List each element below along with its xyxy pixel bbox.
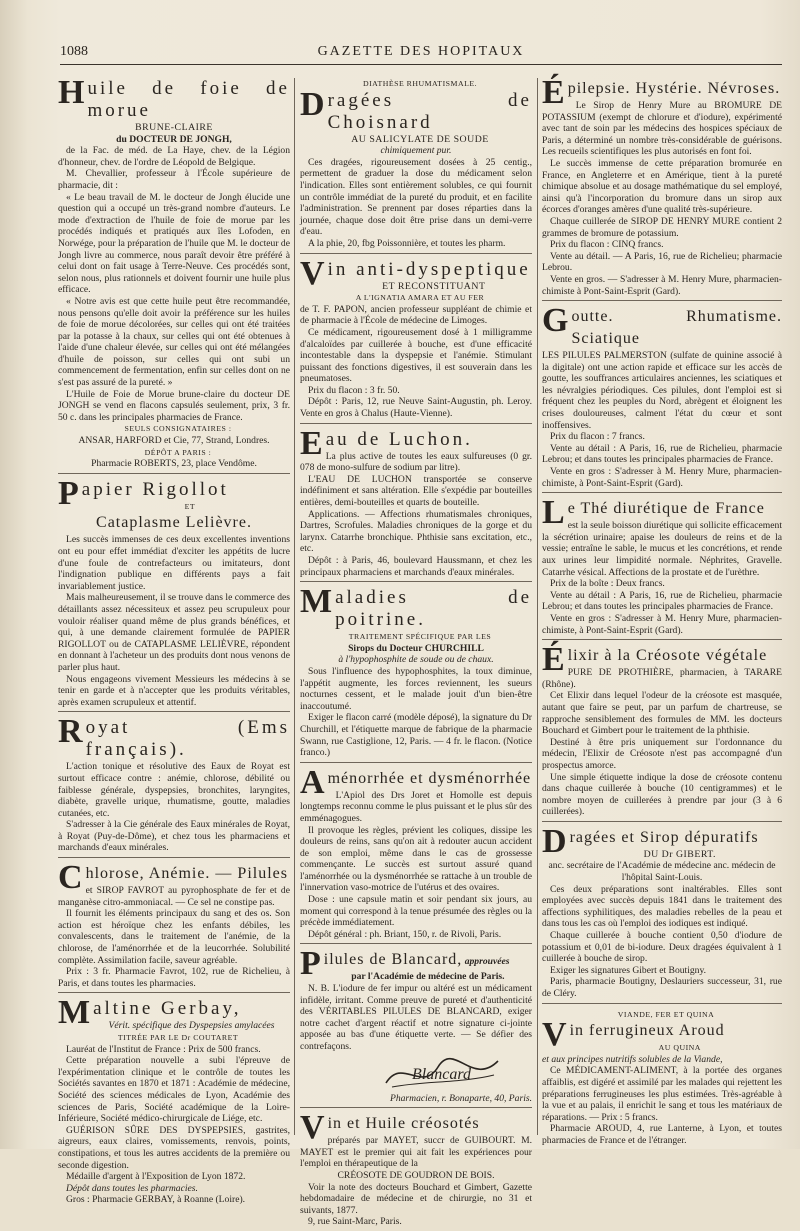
ad-subtitle: AU SALICYLATE DE SOUDE (351, 133, 489, 145)
drop-cap: D (300, 85, 325, 123)
ad-line: CRÉOSOTE DE GOUDRON DE BOIS. (337, 1169, 495, 1181)
ad-huile-de-foie (58, 74, 290, 474)
ad-line: L'Huile de Foie de Morue brune-claire du docteur DE JONGH se vend en flacons capsulés seulement, prix, 3 fr. 50 c. dans les principales pharmacies de France. (58, 388, 290, 423)
ad-vin-anti-dyspeptique (300, 254, 532, 424)
ad-line: Il provoque les règles, prévient les coliques, dissipe les douleurs de reins, sans qu'on ait à redouter aucun accident de son emploi, même dans le cas de grossesse commençante. Le succès est surtout assuré quand l'aménorrhée ou la dysménorrhée se rattache à un trouble de l'innervation vaso-motrice de l'utérus et des ovaires. (300, 824, 532, 894)
ad-subtitle-2: Sirops du Docteur CHURCHILL (348, 642, 484, 654)
ad-line: PURE DE PROTHIÈRE, pharmacien, à TARARE (Rhône). (542, 667, 782, 690)
ad-pharmacy: Pharmacien, r. Bonaparte, 40, Paris. (389, 1092, 532, 1104)
ad-elixir-creosote (542, 641, 782, 822)
ad-line: Vente en gros : S'adresser à M. Henry Mure, pharmacien-chimiste, à Pont-Saint-Esprit (Gard). (542, 612, 782, 636)
ad-line: A la phie, 20, fbg Poissonnière, et toutes les pharm. (308, 237, 506, 249)
ad-consign-label: SEULS CONSIGNATAIRES : (124, 424, 232, 434)
ad-line: M. Chevallier, professeur à l'École supérieure de pharmacie, dit : (58, 168, 290, 191)
ad-line: Le succès immense de cette préparation bromurée en France, en Angleterre et en Amérique, tient à la pureté chimique absolue et au dosage mathématique du sel employé, ainsi qu'à l'incorporation du bromure dans un sirop aux écorces d'oranges amères d'une qualité très-supérieure. (542, 157, 782, 216)
ad-papier-rigollot (58, 474, 290, 713)
ad-line: préparés par MAYET, succr de GUIBOURT. M. MAYET est le premier qui ait fait les expériences pour l'emploi en thérapeutique de la (300, 1135, 532, 1170)
ad-line: Dépôt : à Paris, 46, boulevard Haussmann, et chez les principaux pharmaciens et marchands d'eaux minérales. (300, 555, 532, 578)
ad-pilules-blancard (300, 945, 532, 1108)
ad-eau-de-luchon (300, 424, 532, 583)
ad-line: LES PILULES PALMERSTON (sulfate de quinine associé à la digitale) ont une action rapide et efficace sur les accès de goutte, les souffrances articulaires anciennes, les sciatiques et les névralgies périodiques. Ces pilules, dont l'emploi est si fréquent chez les peuples du Nord, abrègent et éloignent les crises douloureuses, calment l'état du cœur et sont inoffensives. (542, 350, 782, 431)
ad-chlorose (58, 859, 290, 993)
ad-line: Sous l'influence des hypophosphites, la toux diminue, l'appétit augmente, les forces reviennent, les sueurs nocturnes cessent, et le malade jouit d'un bien-être inaccoutumé. (300, 665, 532, 712)
ad-line: Voir la note des docteurs Bouchard et Gimbert, Gazette hebdomadaire de médecine et de chirurgie, no 31 et suivants, 1877. (300, 1181, 532, 1216)
page-header (60, 44, 782, 65)
ad-title-2: Cataplasme Lelièvre. (96, 514, 252, 532)
ad-line: de la Fac. de méd. de La Haye, chev. de la Légion d'honneur, chev. de l'ordre de Léopold de Belgique. (58, 145, 290, 168)
ad-line: « Le beau travail de M. le docteur de Jongh élucide une question qui a occupé un très-grand nombre d'auteurs. Le mode d'extraction de l'huile de foie de morue par les procédés indiqués et pratiqués aux îles Lofoden, en Norwége, pour la préparation de l'huile que M. le docteur de Jongh livre au commerce, nous paraît devoir être préféré à celui dont on fait usage à Terre-Neuve. Ces procédés sont, selon nous, plus rationnels et doivent fournir une huile plus efficace. (58, 191, 290, 296)
ad-title: in anti-dyspeptique (327, 258, 531, 280)
drop-cap: R (58, 713, 83, 751)
ad-line: Vente au détail. — A Paris, 16, rue de Richelieu; pharmacie Lebrou. (542, 250, 782, 274)
drop-cap: M (300, 583, 333, 621)
drop-cap: P (58, 474, 79, 512)
drop-cap: G (542, 302, 569, 340)
ad-line: N. B. L'iodure de fer impur ou altéré est un médicament infidèle, irritant. Comme preuve de pureté et d'authenticité des VÉRITABLES PILULES DE BLANCARD, exiger notre cachet d'argent réactif et notre signature ci-jointe apposée au bas d'une étiquette verte. — Se défier des contrefaçons. (300, 983, 532, 1052)
ad-pretitle: DIATHÈSE RHUMATISMALE. (362, 79, 478, 88)
ad-title: uile de foie de morue (87, 78, 290, 121)
ad-vin-aroud (542, 1009, 782, 1150)
ad-line: et SIROP FAVROT au pyrophosphate de fer et de manganèse citro-ammoniacal. — Ce sel ne constipe pas. (58, 885, 290, 908)
ad-line: Prix du flacon : 3 fr. 50. (308, 384, 400, 396)
ad-line: Prix de la boîte : Deux francs. (550, 578, 665, 590)
ad-line: Prix : 3 fr. Pharmacie Favrot, 102, rue de Richelieu, à Paris, et dans toutes les pharmacies. (58, 966, 290, 989)
ad-line: Prix du flacon : 7 francs. (550, 431, 645, 443)
ad-maltine-gerbay (58, 994, 290, 1209)
ad-goutte-rhumatisme (542, 302, 782, 493)
ad-line: Exiger les signatures Gibert et Boutigny. (550, 964, 707, 976)
ad-line: Prix du flacon : CINQ francs. (550, 239, 664, 251)
ad-line: Ces dragées, rigoureusement dosées à 25 centig., permettent de graduer la dose du médicament selon l'indication. Elles sont entièrement solubles, ce qui fournit un contrôle immédiat de la pureté du produit, et en facilite l'administration. Se prennent par doses réparties dans la journée, chaque dose doit être prise dans un demi-verre d'eau. (300, 156, 532, 238)
blancard-signature (300, 1055, 532, 1091)
ad-title-2: par l'Académie de médecine de Paris. (351, 971, 505, 983)
ad-line: Les succès immenses de ces deux excellentes inventions ont eu pour effet immédiat d'exciter les appétits de lucre d'une foule de contrefacteurs ou imitateurs, dont l'indignation publique en différents pays a fait invariablement justice. (58, 534, 290, 592)
column-rule (537, 78, 538, 1135)
drop-cap: É (542, 74, 565, 111)
newspaper-title: GAZETTE DES HOPITAUX (317, 44, 525, 59)
ad-title: outte. Rhumatisme. Sciatique (571, 308, 782, 348)
ad-royat (58, 713, 290, 858)
ad-title: ragées de Choisnard (327, 89, 532, 133)
ad-line: anc. secrétaire de l'Académie de médecine anc. médecin de l'hôpital Saint-Louis. (548, 860, 776, 884)
ad-line: Dose : une capsule matin et soir pendant six jours, au moment qui correspond à la tenue présumée des règles ou la précède immédiatement. (300, 894, 532, 929)
column-2 (300, 78, 532, 1228)
ad-line: Cet Elixir dans lequel l'odeur de la créosote est masquée, autant que faire se peut, par un parfum de chartreuse, se rapproche sensiblement des formules de MM. les docteurs Bouchard et Gimbert pour le traitement de la phthisie. (542, 690, 782, 737)
ad-line: Applications. — Affections rhumatismales chroniques, Dartres, Scrofules. Maladies chroniques de la gorge et du larynx. Catarrhe bronchique. Phthisie sans excitation, etc., etc. (300, 508, 532, 555)
ad-depot: Pharmacie ROBERTS, 23, place Vendôme. (91, 458, 257, 470)
ad-title: pilepsie. Hystérie. Névroses. (567, 80, 781, 97)
ad-line: S'adresser à la Cie générale des Eaux minérales de Royat, à Royat (Puy-de-Dôme), et chez tous les pharmaciens et marchands d'eaux minérales. (58, 819, 290, 854)
ad-subtitle: BRUNE-CLAIRE (135, 122, 213, 133)
ad-line: Exiger le flacon carré (modèle déposé), la signature du Dr Churchill, et l'étiquette marque de fabrique de la pharmacie Swann, rue Castiglione, 12, Paris. — 4 fr. le flacon. (Notice franco.) (300, 712, 532, 759)
ad-title: e Thé diurétique de France (567, 500, 765, 518)
ad-line: Il fournit les éléments principaux du sang et des os. Son action est héroïque chez les enfants débiles, les convalescents, dans le traitement de l'anémie, de la chlorose, de l'aménorrhée et de la leucorrhée. Solubilité complète. Assimilation facile, saveur agréable. (58, 908, 290, 966)
column-3 (542, 74, 782, 1146)
ad-line: est la seule boisson diurétique qui sollicite efficacement la sécrétion urinaire; apaise les douleurs de reins et de la vessie; entraîne le sable, le mucus et les concrétions, et rende aux urines leur limpidité normale. Néphrites, Gravelle. Catarrhe vésical. Affections de la prostate et de l'urèthre. (542, 520, 782, 578)
ad-conjunction: ET (184, 501, 196, 511)
column-1 (58, 74, 290, 1206)
ad-line: du DOCTEUR DE JONGH, (116, 133, 232, 145)
ad-line: Destiné à être pris uniquement sur l'ordonnance du médecin, l'Elixir de Créosote n'est pas accompagné d'un prospectus amorce. (542, 736, 782, 771)
drop-cap: H (58, 74, 85, 111)
drop-cap: É (542, 641, 565, 679)
ad-line: à l'hypophosphite de soude ou de chaux. (338, 654, 494, 666)
ad-subtitle: ET RECONSTITUANT (382, 280, 486, 292)
ad-line: Chaque cuillerée à bouche contient 0,50 d'iodure de potassium et 0,01 de bi-iodure. Deux dragées équivalent à 1 cuillerée à bouche de sirop. (542, 930, 782, 965)
ad-title: ménorrhée et dysménorrhée (327, 769, 532, 787)
ad-line: Paris, pharmacie Boutigny, Deslauriers successeur, 31, rue de Cléry. (542, 976, 782, 999)
drop-cap: D (542, 822, 567, 860)
ad-line: 9, rue Saint-Marc, Paris. (308, 1216, 402, 1228)
ad-line: Cette préparation nouvelle a subi l'épreuve de l'expérimentation clinique et le contrôle de toutes les Sociétés savantes en 1870 et 1871 : Académie de médecine, Société des sciences médicales de Lyon, Académie des sciences de Paris, Société académique de la Loire-Inférieure, Société médico-chirurgicale de Liége, etc. (58, 1055, 290, 1125)
drop-cap: V (300, 254, 325, 292)
ad-small: AU QUINA (658, 1043, 701, 1053)
ad-title: hlorose, Anémie. — Pilules (85, 865, 288, 883)
ad-line: et aux principes nutritifs solubles de la Viande, (542, 1053, 723, 1065)
ad-epilepsie (542, 74, 782, 301)
ad-line: « Notre avis est que cette huile peut être recommandée, nous pensons qu'elle doit avoir la préférence sur les huiles de foie de morue décolorées, sur celles qui ont été traitées par la potasse à la chaux, sur celles qui ont été obtenues à l'aide d'une chaleur élevée, sur celles qui ont été mélangées d'huile de poisson, sur celles qui ont subi un commencement de fermentation, enfin sur celles dont on ne s'est pas assuré de la pureté. » (58, 295, 290, 389)
ad-title: oyat (Ems français). (85, 717, 290, 761)
ad-subtitle: DU Dr GIBERT. (643, 848, 716, 860)
ad-dragees-choisnard (300, 78, 532, 254)
ad-title: in ferrugineux Aroud (569, 1022, 725, 1040)
ad-line: Ce médicament, rigoureusement dosé à 1 milligramme d'alcaloïdes par cuillerée à bouche, est d'une efficacité incontestable dans la dyspepsie et l'anémie. Stimulant puissant des fonctions digestives, il est souverain dans les pneumatoses. (300, 326, 532, 385)
drop-cap: V (542, 1016, 567, 1054)
page-number: 1088 (60, 44, 88, 59)
ad-line: Gros : Pharmacie GERBAY, à Roanne (Loire). (66, 1194, 246, 1206)
ad-subtitle-2: chimiquement pur. (380, 145, 452, 157)
ad-title: altine Gerbay, (93, 998, 242, 1020)
ad-title: ragées et Sirop dépuratifs (569, 828, 759, 846)
ad-line: La plus active de toutes les eaux sulfureuses (0 gr. 078 de mono-sulfure de sodium par litre). (300, 450, 532, 474)
ad-line: Chaque cuillerée de SIROP DE HENRY MURE contient 2 grammes de bromure de potassium. (542, 215, 782, 239)
ad-line: Vente au détail : A Paris, 16, rue de Richelieu, pharmacie Lebrou; et dans toutes les principales pharmacies de France. (542, 442, 782, 466)
ad-title: in et Huile créosotés (327, 1115, 480, 1133)
drop-cap: V (300, 1109, 325, 1147)
ad-line: Vente en gros : S'adresser à M. Henry Mure, pharmacien-chimiste, à Pont-Saint-Esprit (Gard). (542, 466, 782, 489)
ad-line: Médaille d'argent à l'Exposition de Lyon 1872. (66, 1171, 246, 1183)
ad-line: de T. F. PAPON, ancien professeur suppléant de chimie et de pharmacie à l'École de médecine de Limoges. (300, 303, 532, 327)
signature-text: Blancard (412, 1065, 471, 1083)
ad-subtitle: Vérit. spécifique des Dyspepsies amylacées (108, 1020, 275, 1032)
signature-graphic (382, 1053, 502, 1093)
ad-line: Vente au détail : A Paris, 16, rue de Richelieu, pharmacie Lebrou; et dans toutes les principales pharmacies de France. (542, 589, 782, 613)
ad-pretitle: VIANDE, FER ET QUINA (617, 1009, 715, 1019)
ad-line: Mais malheureusement, il se trouve dans le commerce des détaillants assez nécessiteux et assez peu scrupuleux pour vouloir réaliser quand même de plus grands bénéfices, et qui, à une demande clairement formulée de PAPIER RIGOLLOT ou de CATAPLASME LELIÈVRE, répondent en donnant à l'acheteur un des produits dont nous venons de parler plus haut. (58, 592, 290, 673)
ad-title: au de Luchon. (325, 428, 473, 450)
drop-cap: M (58, 994, 91, 1032)
drop-cap: C (58, 859, 83, 897)
ad-line: L'action tonique et résolutive des Eaux de Royat est surtout efficace contre : anémie, chlorose, débilité ou faiblesse générale, dyspepsies, bronchites, laryngites, diabète, gravelle urique, rhumatisme, goutte, maladies cutanées, etc. (58, 761, 290, 819)
column-rule (294, 78, 295, 1135)
drop-cap: P (300, 945, 321, 983)
ad-line: Nous engageons vivement Messieurs les médecins à se tenir en garde et à n'accepter que les produits véritables, après examen scrupuleux et attentif. (58, 673, 290, 708)
ad-line: Dépôt général : ph. Briant, 150, r. de Rivoli, Paris. (308, 928, 502, 940)
ad-depot-label: DÉPÔT A PARIS : (144, 447, 212, 457)
ad-line: Ces deux préparations sont inaltérables. Elles sont employées avec succès depuis 1841 dans le traitement des affections syphilitiques, des maladies rebelles de la peau et dans tous les cas où l'emploi des iodiques est indiqué. (542, 883, 782, 930)
ad-line: Ce MÉDICAMENT-ALIMENT, à la portée des organes affaiblis, est digéré et assimilé par les malades qui rejettent les préparations ferrugineuses les plus estimées. Très-agréable à la vue et au palais, il enrichit le sang et tous les matériaux de réparations. — Prix : 5 francs. (542, 1065, 782, 1123)
drop-cap: A (300, 763, 325, 801)
drop-cap: E (300, 424, 323, 462)
ad-approved: approuvées (464, 956, 510, 968)
ad-line: GUÉRISON SÛRE DES DYSPEPSIES, gastrites, aigreurs, eaux claires, vomissements, renvois, points, constipations, et tous les autres accidents de la première ou seconde digestion. (58, 1124, 290, 1171)
ad-line: Vente en gros. — S'adresser à M. Henry Mure, pharmacien-chimiste à Pont-Saint-Esprit (Gard). (542, 273, 782, 297)
ad-line: Lauréat de l'Institut de France : Prix de 500 francs. (66, 1043, 261, 1055)
ad-title: ilules de Blancard, (323, 951, 463, 969)
ad-line: L'Apiol des Drs Joret et Homolle est depuis longtemps reconnu comme le plus puissant et le plus sûr des emménagogues. (300, 789, 532, 824)
ad-line: Le Sirop de Henry Mure au BROMURE DE POTASSIUM (exempt de chlorure et d'iodure), expérimenté avec tant de soin par les médecins des hospices spéciaux de Paris, a déterminé un nombre très-considérable de guérisons. Les recueils scientifiques les plus autorisés en font foi. (542, 100, 782, 158)
ad-title: lixir à la Créosote végétale (567, 647, 768, 665)
ad-maladies-de-poitrine (300, 583, 532, 763)
drop-cap: L (542, 494, 565, 532)
ad-dragees-gibert (542, 822, 782, 1004)
ad-consign: ANSAR, HARFORD et Cie, 77, Strand, Londres. (78, 435, 270, 447)
ad-amenorrhee (300, 763, 532, 945)
ad-line: L'EAU DE LUCHON transportée se conserve indéfiniment et sans altération. Elle s'expédie par bouteilles entières, demi-bouteilles et quarts de bouteille. (300, 473, 532, 509)
ad-small: TITRÉE PAR LE Dr COUTARET (117, 1033, 239, 1042)
ad-line: Une simple étiquette indique la dose de créosote contenu dans chaque cuillerée à bouche (10 centigrammes) et le nombre moyen de cuillerées à prendre par jour (3 à 6 cuillerées). (542, 771, 782, 818)
ad-line: Pharmacie AROUD, 4, rue Lanterne, à Lyon, et toutes pharmacies de France et de l'étranger. (542, 1123, 782, 1146)
ad-small: A L'IGNATIA AMARA ET AU FER (355, 293, 485, 303)
ad-subtitle: TRAITEMENT SPÉCIFIQUE PAR LES (348, 632, 492, 642)
ad-title: apier Rigollot (81, 478, 229, 500)
ad-the-diuretique (542, 494, 782, 640)
ad-line: Dépôt dans toutes les pharmacies. (66, 1182, 198, 1194)
ad-line: Dépôt : Paris, 12, rue Neuve Saint-Augustin, ph. Leroy. Vente en gros à Chalus (Haute-Vienne). (300, 396, 532, 420)
ad-vin-huile-creosotes (300, 1109, 532, 1231)
ad-title: aladies de poitrine. (335, 587, 532, 631)
